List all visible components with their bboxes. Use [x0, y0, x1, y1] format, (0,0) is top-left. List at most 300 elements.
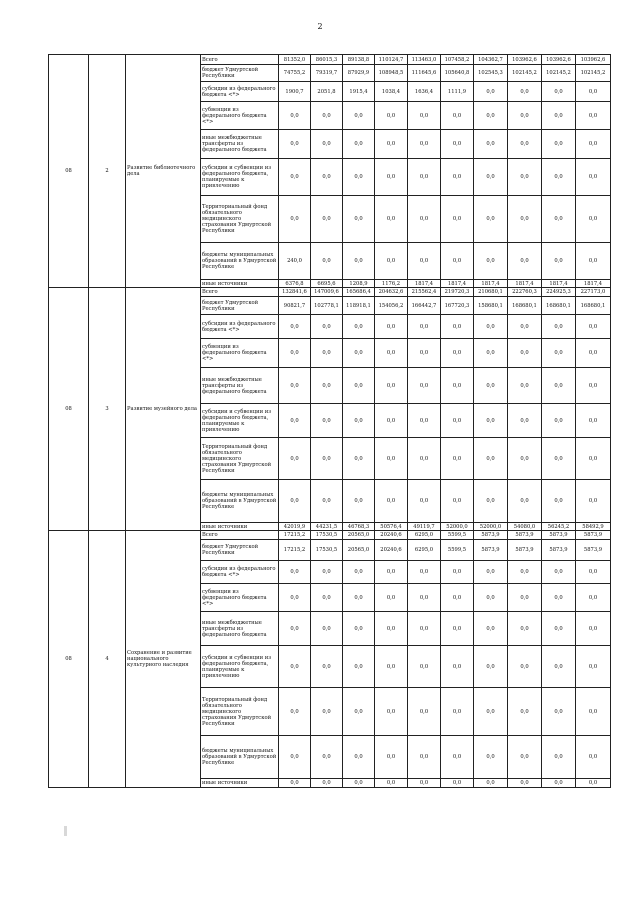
amount-cell: 222760,3	[508, 288, 542, 297]
amount-cell: 0,0	[408, 480, 441, 523]
amount-cell: 0,0	[542, 561, 576, 584]
amount-cell: 0,0	[311, 480, 343, 523]
amount-cell: 0,0	[408, 438, 441, 480]
amount-cell: 6295,0	[408, 540, 441, 561]
amount-cell: 0,0	[343, 159, 375, 196]
amount-cell: 6376,8	[279, 280, 311, 288]
funding-source-cell: субсидии и субвенции из федерального бюджета, планируемые к привлечению	[201, 159, 279, 196]
amount-cell: 0,0	[375, 736, 408, 779]
amount-cell: 5873,9	[508, 540, 542, 561]
amount-cell: 5873,9	[542, 531, 576, 540]
subprogram-number-cell: 4	[89, 531, 126, 788]
amount-cell: 0,0	[508, 612, 542, 646]
amount-cell: 5873,9	[542, 540, 576, 561]
amount-cell: 0,0	[474, 82, 508, 102]
amount-cell: 102145,2	[542, 65, 576, 82]
funding-source-cell: субсидии и субвенции из федерального бюджета, планируемые к привлечению	[201, 404, 279, 438]
amount-cell: 0,0	[576, 688, 611, 736]
amount-cell: 0,0	[311, 368, 343, 404]
amount-cell: 0,0	[311, 315, 343, 339]
amount-cell: 0,0	[542, 82, 576, 102]
amount-cell: 1176,2	[375, 280, 408, 288]
funding-source-cell: иные межбюджетные трансферты из федерального бюджета	[201, 368, 279, 404]
amount-cell: 0,0	[279, 102, 311, 130]
amount-cell: 0,0	[508, 102, 542, 130]
funding-source-cell: бюджет Удмуртской Республики	[201, 297, 279, 315]
amount-cell: 167720,3	[441, 297, 474, 315]
amount-cell: 0,0	[441, 315, 474, 339]
amount-cell: 0,0	[508, 315, 542, 339]
amount-cell: 168680,1	[576, 297, 611, 315]
amount-cell: 20565,0	[343, 531, 375, 540]
amount-cell: 0,0	[474, 315, 508, 339]
amount-cell: 0,0	[542, 480, 576, 523]
amount-cell: 0,0	[311, 561, 343, 584]
amount-cell: 0,0	[311, 404, 343, 438]
amount-cell: 103962,6	[508, 55, 542, 65]
amount-cell: 147009,6	[311, 288, 343, 297]
amount-cell: 90821,7	[279, 297, 311, 315]
amount-cell: 0,0	[474, 779, 508, 788]
amount-cell: 0,0	[474, 438, 508, 480]
amount-cell: 0,0	[375, 159, 408, 196]
amount-cell: 0,0	[542, 315, 576, 339]
amount-cell: 87929,9	[343, 65, 375, 82]
amount-cell: 103962,6	[542, 55, 576, 65]
amount-cell: 0,0	[542, 243, 576, 280]
amount-cell: 0,0	[508, 736, 542, 779]
amount-cell: 0,0	[311, 339, 343, 368]
amount-cell: 0,0	[408, 646, 441, 688]
amount-cell: 0,0	[474, 196, 508, 243]
amount-cell: 111645,6	[408, 65, 441, 82]
amount-cell: 1636,4	[408, 82, 441, 102]
amount-cell: 0,0	[576, 315, 611, 339]
amount-cell: 0,0	[311, 646, 343, 688]
amount-cell: 102545,3	[474, 65, 508, 82]
amount-cell: 0,0	[408, 102, 441, 130]
amount-cell: 0,0	[408, 315, 441, 339]
amount-cell: 0,0	[311, 243, 343, 280]
amount-cell: 50576,4	[375, 523, 408, 531]
funding-source-cell: Всего	[201, 531, 279, 540]
subprogram-number-cell: 3	[89, 288, 126, 531]
amount-cell: 0,0	[508, 82, 542, 102]
funding-source-cell: субсидии из федерального бюджета <*>	[201, 315, 279, 339]
amount-cell: 0,0	[508, 243, 542, 280]
funding-source-cell: иные источники	[201, 280, 279, 288]
amount-cell: 0,0	[474, 561, 508, 584]
amount-cell: 0,0	[542, 612, 576, 646]
amount-cell: 0,0	[375, 646, 408, 688]
program-code-cell: 08	[49, 55, 89, 288]
amount-cell: 0,0	[441, 159, 474, 196]
amount-cell: 74755,2	[279, 65, 311, 82]
amount-cell: 0,0	[279, 612, 311, 646]
amount-cell: 0,0	[441, 688, 474, 736]
subprogram-name-cell: Развитие библиотечного дела	[126, 55, 201, 288]
amount-cell: 0,0	[542, 339, 576, 368]
funding-source-cell: Всего	[201, 288, 279, 297]
amount-cell: 20565,0	[343, 540, 375, 561]
amount-cell: 0,0	[343, 438, 375, 480]
amount-cell: 102145,2	[508, 65, 542, 82]
amount-cell: 0,0	[441, 779, 474, 788]
amount-cell: 0,0	[474, 480, 508, 523]
amount-cell: 0,0	[279, 159, 311, 196]
amount-cell: 0,0	[576, 243, 611, 280]
amount-cell: 0,0	[576, 82, 611, 102]
amount-cell: 0,0	[508, 339, 542, 368]
amount-cell: 42019,9	[279, 523, 311, 531]
amount-cell: 0,0	[474, 736, 508, 779]
funding-source-cell: бюджеты муниципальных образований в Удмуртской Республике	[201, 243, 279, 280]
amount-cell: 0,0	[375, 243, 408, 280]
amount-cell: 5873,9	[474, 531, 508, 540]
amount-cell: 86015,3	[311, 55, 343, 65]
amount-cell: 1900,7	[279, 82, 311, 102]
amount-cell: 0,0	[375, 404, 408, 438]
amount-cell: 0,0	[311, 779, 343, 788]
amount-cell: 0,0	[474, 130, 508, 159]
amount-cell: 5873,9	[576, 540, 611, 561]
program-code-cell: 08	[49, 288, 89, 531]
amount-cell: 17215,2	[279, 540, 311, 561]
amount-cell: 1817,4	[542, 280, 576, 288]
program-code-cell: 08	[49, 531, 89, 788]
amount-cell: 52000,0	[474, 523, 508, 531]
subprogram-number-cell: 2	[89, 55, 126, 288]
amount-cell: 0,0	[474, 368, 508, 404]
amount-cell: 0,0	[474, 646, 508, 688]
amount-cell: 0,0	[508, 368, 542, 404]
amount-cell: 0,0	[441, 736, 474, 779]
amount-cell: 0,0	[474, 243, 508, 280]
amount-cell: 0,0	[542, 196, 576, 243]
amount-cell: 215562,4	[408, 288, 441, 297]
amount-cell: 0,0	[311, 736, 343, 779]
amount-cell: 0,0	[508, 196, 542, 243]
funding-source-cell: субвенции из федерального бюджета <*>	[201, 339, 279, 368]
amount-cell: 0,0	[542, 404, 576, 438]
amount-cell: 0,0	[508, 584, 542, 612]
amount-cell: 227173,0	[576, 288, 611, 297]
amount-cell: 0,0	[279, 130, 311, 159]
amount-cell: 0,0	[576, 159, 611, 196]
amount-cell: 0,0	[576, 368, 611, 404]
amount-cell: 0,0	[542, 159, 576, 196]
amount-cell: 0,0	[408, 404, 441, 438]
funding-source-cell: иные межбюджетные трансферты из федерального бюджета	[201, 612, 279, 646]
amount-cell: 20240,6	[375, 531, 408, 540]
amount-cell: 0,0	[343, 480, 375, 523]
amount-cell: 132841,6	[279, 288, 311, 297]
scan-mark	[64, 826, 67, 836]
amount-cell: 54080,0	[508, 523, 542, 531]
amount-cell: 0,0	[576, 584, 611, 612]
amount-cell: 0,0	[441, 480, 474, 523]
table-row	[49, 288, 611, 297]
amount-cell: 0,0	[311, 196, 343, 243]
amount-cell: 0,0	[343, 368, 375, 404]
amount-cell: 0,0	[508, 130, 542, 159]
amount-cell: 1817,4	[408, 280, 441, 288]
amount-cell: 6295,0	[408, 531, 441, 540]
amount-cell: 0,0	[542, 646, 576, 688]
amount-cell: 0,0	[441, 438, 474, 480]
amount-cell: 0,0	[375, 196, 408, 243]
funding-source-cell: Территориальный фонд обязательного медицинского страхования Удмуртской Республики	[201, 688, 279, 736]
amount-cell: 0,0	[441, 368, 474, 404]
amount-cell: 0,0	[279, 646, 311, 688]
amount-cell: 0,0	[576, 130, 611, 159]
amount-cell: 0,0	[408, 130, 441, 159]
amount-cell: 0,0	[508, 404, 542, 438]
amount-cell: 0,0	[408, 561, 441, 584]
amount-cell: 0,0	[576, 339, 611, 368]
amount-cell: 0,0	[542, 779, 576, 788]
amount-cell: 0,0	[343, 561, 375, 584]
amount-cell: 0,0	[441, 561, 474, 584]
amount-cell: 0,0	[343, 688, 375, 736]
amount-cell: 154056,2	[375, 297, 408, 315]
amount-cell: 0,0	[441, 339, 474, 368]
amount-cell: 168680,1	[508, 297, 542, 315]
amount-cell: 0,0	[279, 339, 311, 368]
amount-cell: 49119,7	[408, 523, 441, 531]
amount-cell: 1915,4	[343, 82, 375, 102]
amount-cell: 0,0	[474, 339, 508, 368]
amount-cell: 0,0	[375, 368, 408, 404]
amount-cell: 5873,9	[474, 540, 508, 561]
amount-cell: 0,0	[508, 688, 542, 736]
amount-cell: 1111,9	[441, 82, 474, 102]
amount-cell: 0,0	[311, 438, 343, 480]
amount-cell: 240,0	[279, 243, 311, 280]
amount-cell: 0,0	[311, 159, 343, 196]
amount-cell: 0,0	[508, 159, 542, 196]
amount-cell: 0,0	[441, 196, 474, 243]
amount-cell: 0,0	[508, 646, 542, 688]
amount-cell: 110124,7	[375, 55, 408, 65]
amount-cell: 1817,4	[508, 280, 542, 288]
amount-cell: 0,0	[375, 480, 408, 523]
amount-cell: 0,0	[375, 102, 408, 130]
amount-cell: 79319,7	[311, 65, 343, 82]
amount-cell: 0,0	[542, 736, 576, 779]
table-row	[49, 531, 611, 540]
amount-cell: 0,0	[508, 561, 542, 584]
amount-cell: 0,0	[441, 646, 474, 688]
funding-source-cell: иные источники	[201, 779, 279, 788]
amount-cell: 0,0	[311, 130, 343, 159]
amount-cell: 0,0	[508, 438, 542, 480]
amount-cell: 0,0	[279, 736, 311, 779]
amount-cell: 0,0	[311, 688, 343, 736]
amount-cell: 0,0	[375, 688, 408, 736]
amount-cell: 46768,3	[343, 523, 375, 531]
amount-cell: 2051,8	[311, 82, 343, 102]
amount-cell: 102778,1	[311, 297, 343, 315]
amount-cell: 17530,5	[311, 540, 343, 561]
amount-cell: 224925,3	[542, 288, 576, 297]
amount-cell: 113463,0	[408, 55, 441, 65]
amount-cell: 0,0	[343, 612, 375, 646]
amount-cell: 0,0	[408, 243, 441, 280]
funding-source-cell: субвенции из федерального бюджета <*>	[201, 584, 279, 612]
amount-cell: 0,0	[279, 561, 311, 584]
amount-cell: 0,0	[343, 779, 375, 788]
amount-cell: 107458,2	[441, 55, 474, 65]
amount-cell: 108948,5	[375, 65, 408, 82]
amount-cell: 44231,5	[311, 523, 343, 531]
amount-cell: 103962,6	[576, 55, 611, 65]
amount-cell: 58492,9	[576, 523, 611, 531]
funding-source-cell: Территориальный фонд обязательного медицинского страхования Удмуртской Республики	[201, 438, 279, 480]
amount-cell: 0,0	[343, 196, 375, 243]
funding-source-cell: субсидии из федерального бюджета <*>	[201, 561, 279, 584]
amount-cell: 0,0	[375, 315, 408, 339]
amount-cell: 0,0	[375, 561, 408, 584]
amount-cell: 17215,2	[279, 531, 311, 540]
amount-cell: 0,0	[279, 584, 311, 612]
amount-cell: 1038,4	[375, 82, 408, 102]
funding-source-cell: бюджет Удмуртской Республики	[201, 540, 279, 561]
amount-cell: 0,0	[542, 130, 576, 159]
amount-cell: 0,0	[375, 339, 408, 368]
amount-cell: 0,0	[576, 102, 611, 130]
amount-cell: 0,0	[408, 584, 441, 612]
amount-cell: 0,0	[576, 646, 611, 688]
table-body	[49, 55, 611, 788]
amount-cell: 0,0	[576, 612, 611, 646]
amount-cell: 0,0	[508, 779, 542, 788]
amount-cell: 0,0	[542, 438, 576, 480]
amount-cell: 0,0	[311, 102, 343, 130]
amount-cell: 105640,8	[441, 65, 474, 82]
amount-cell: 0,0	[542, 584, 576, 612]
amount-cell: 0,0	[343, 339, 375, 368]
amount-cell: 0,0	[408, 368, 441, 404]
amount-cell: 56245,2	[542, 523, 576, 531]
amount-cell: 0,0	[375, 779, 408, 788]
amount-cell: 17530,5	[311, 531, 343, 540]
amount-cell: 1817,4	[474, 280, 508, 288]
amount-cell: 0,0	[441, 243, 474, 280]
amount-cell: 204632,6	[375, 288, 408, 297]
amount-cell: 0,0	[408, 159, 441, 196]
amount-cell: 5873,9	[576, 531, 611, 540]
amount-cell: 0,0	[343, 646, 375, 688]
amount-cell: 0,0	[375, 130, 408, 159]
funding-source-cell: Всего	[201, 55, 279, 65]
amount-cell: 210680,1	[474, 288, 508, 297]
amount-cell: 118918,1	[343, 297, 375, 315]
amount-cell: 0,0	[343, 404, 375, 438]
amount-cell: 165686,4	[343, 288, 375, 297]
amount-cell: 0,0	[542, 368, 576, 404]
amount-cell: 1817,4	[576, 280, 611, 288]
amount-cell: 0,0	[343, 584, 375, 612]
amount-cell: 0,0	[508, 480, 542, 523]
amount-cell: 0,0	[279, 480, 311, 523]
funding-table	[48, 54, 611, 788]
amount-cell: 0,0	[311, 584, 343, 612]
amount-cell: 0,0	[343, 315, 375, 339]
amount-cell: 0,0	[542, 102, 576, 130]
amount-cell: 0,0	[474, 102, 508, 130]
amount-cell: 219720,3	[441, 288, 474, 297]
subprogram-name-cell: Сохранение и развитие национального культурного наследия	[126, 531, 201, 788]
amount-cell: 0,0	[343, 102, 375, 130]
amount-cell: 0,0	[441, 130, 474, 159]
amount-cell: 0,0	[408, 736, 441, 779]
amount-cell: 0,0	[474, 584, 508, 612]
amount-cell: 0,0	[474, 688, 508, 736]
funding-source-cell: бюджет Удмуртской Республики	[201, 65, 279, 82]
amount-cell: 0,0	[441, 612, 474, 646]
amount-cell: 158680,1	[474, 297, 508, 315]
funding-source-cell: субсидии из федерального бюджета <*>	[201, 82, 279, 102]
amount-cell: 0,0	[279, 779, 311, 788]
amount-cell: 0,0	[576, 736, 611, 779]
amount-cell: 0,0	[576, 480, 611, 523]
amount-cell: 5873,9	[508, 531, 542, 540]
amount-cell: 1208,9	[343, 280, 375, 288]
amount-cell: 5599,5	[441, 540, 474, 561]
amount-cell: 0,0	[279, 315, 311, 339]
amount-cell: 6695,6	[311, 280, 343, 288]
amount-cell: 1817,4	[441, 280, 474, 288]
amount-cell: 0,0	[279, 688, 311, 736]
amount-cell: 0,0	[279, 438, 311, 480]
amount-cell: 0,0	[343, 130, 375, 159]
funding-source-cell: иные межбюджетные трансферты из федерального бюджета	[201, 130, 279, 159]
amount-cell: 0,0	[576, 779, 611, 788]
funding-source-cell: Территориальный фонд обязательного медицинского страхования Удмуртской Республики	[201, 196, 279, 243]
amount-cell: 0,0	[408, 339, 441, 368]
table-row	[49, 55, 611, 65]
amount-cell: 0,0	[441, 102, 474, 130]
amount-cell: 0,0	[474, 404, 508, 438]
page-number: 2	[317, 22, 323, 31]
amount-cell: 0,0	[576, 438, 611, 480]
amount-cell: 0,0	[408, 196, 441, 243]
amount-cell: 0,0	[375, 612, 408, 646]
amount-cell: 0,0	[408, 612, 441, 646]
funding-source-cell: субсидии и субвенции из федерального бюджета, планируемые к привлечению	[201, 646, 279, 688]
amount-cell: 0,0	[408, 779, 441, 788]
amount-cell: 0,0	[576, 404, 611, 438]
amount-cell: 102145,2	[576, 65, 611, 82]
amount-cell: 0,0	[279, 196, 311, 243]
amount-cell: 0,0	[441, 584, 474, 612]
funding-source-cell: бюджеты муниципальных образований в Удмуртской Республике	[201, 736, 279, 779]
amount-cell: 166442,7	[408, 297, 441, 315]
amount-cell: 0,0	[542, 688, 576, 736]
amount-cell: 0,0	[311, 612, 343, 646]
amount-cell: 5599,5	[441, 531, 474, 540]
amount-cell: 0,0	[343, 736, 375, 779]
funding-source-cell: бюджеты муниципальных образований в Удмуртской Республике	[201, 480, 279, 523]
amount-cell: 0,0	[375, 438, 408, 480]
amount-cell: 0,0	[279, 404, 311, 438]
amount-cell: 52000,0	[441, 523, 474, 531]
amount-cell: 89138,8	[343, 55, 375, 65]
amount-cell: 0,0	[474, 159, 508, 196]
subprogram-name-cell: Развитие музейного дела	[126, 288, 201, 531]
amount-cell: 0,0	[343, 243, 375, 280]
